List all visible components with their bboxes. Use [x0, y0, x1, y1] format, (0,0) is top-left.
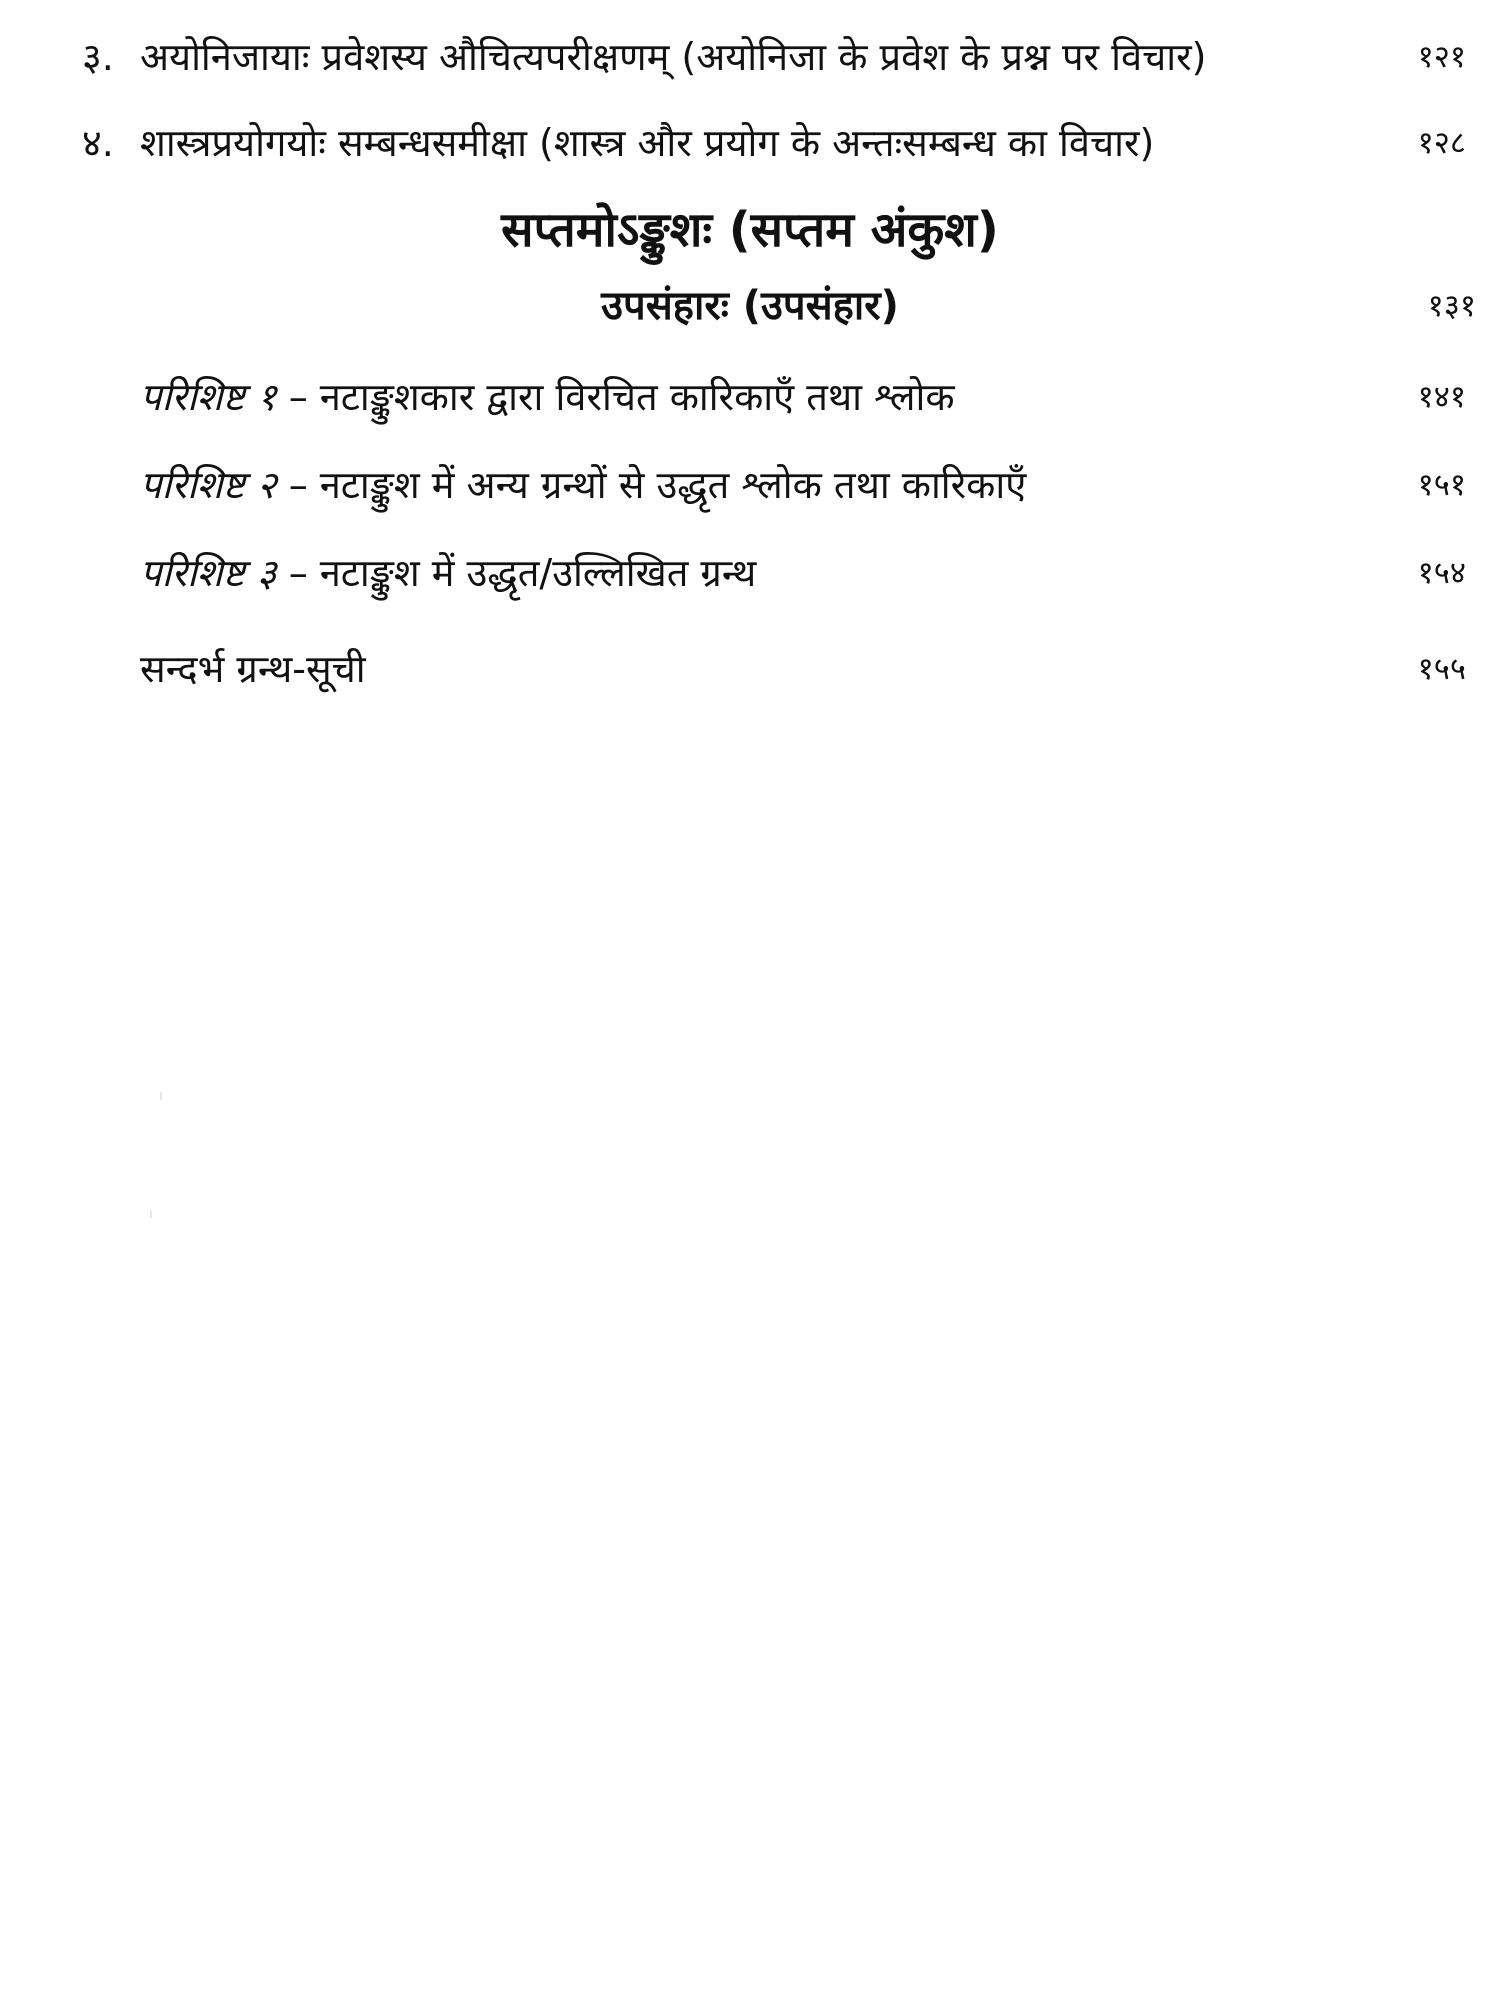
entry-number: ४.	[82, 121, 114, 165]
appendix-entry	[140, 538, 756, 608]
appendix-label: परिशिष्ट २	[140, 463, 277, 507]
faint-scan-mark	[150, 1210, 152, 1218]
appendix-label: परिशिष्ट १	[140, 375, 277, 419]
entry-title: अयोनिजायाः प्रवेशस्य औचित्यपरीक्षणम् (अयोनिजा के प्रवेश के प्रश्न पर विचार)	[140, 35, 1207, 79]
entry-number: ३.	[82, 35, 114, 79]
appendix-page-number: १५१	[1417, 467, 1466, 503]
toc-bibliography	[0, 634, 1500, 704]
appendix-label: परिशिष्ट ३	[140, 551, 277, 595]
entry-page-number: १२१	[1417, 39, 1466, 75]
chapter-heading: सप्तमोऽङ्कुशः (सप्तम अंकुश)	[501, 202, 999, 258]
bibliography-page-number: १५५	[1417, 651, 1466, 687]
toc-entry-3	[0, 22, 1500, 92]
separator-dash: –	[288, 463, 308, 507]
appendix-page-number: १५४	[1417, 555, 1466, 591]
chapter-page-number: १३१	[1427, 288, 1476, 324]
toc-appendix-1	[0, 362, 1500, 432]
toc-appendix-2	[0, 450, 1500, 520]
bibliography-title: सन्दर्भ ग्रन्थ-सूची	[140, 647, 366, 691]
faint-scan-mark	[160, 1092, 162, 1100]
toc-entry-4	[0, 108, 1500, 178]
appendix-title: नटाङ्कुश में अन्य ग्रन्थों से उद्धृत श्लोक तथा कारिकाएँ	[319, 463, 1027, 507]
appendix-title: नटाङ्कुश में उद्धृत/उल्लिखित ग्रन्थ	[319, 551, 757, 595]
appendix-entry	[140, 362, 955, 432]
entry-title: शास्त्रप्रयोगयोः सम्बन्धसमीक्षा (शास्त्र और प्रयोग के अन्तःसम्बन्ध का विचार)	[140, 121, 1155, 165]
chapter-subheading: उपसंहारः (उपसंहार)	[601, 283, 899, 329]
separator-dash: –	[288, 551, 308, 595]
separator-dash: –	[288, 375, 308, 419]
appendix-title: नटाङ्कुशकार द्वारा विरचित कारिकाएँ तथा श्लोक	[319, 375, 955, 419]
toc-appendix-3	[0, 538, 1500, 608]
entry-page-number: १२८	[1417, 125, 1466, 161]
appendix-entry	[140, 450, 1026, 520]
appendix-page-number: १४१	[1417, 379, 1466, 415]
